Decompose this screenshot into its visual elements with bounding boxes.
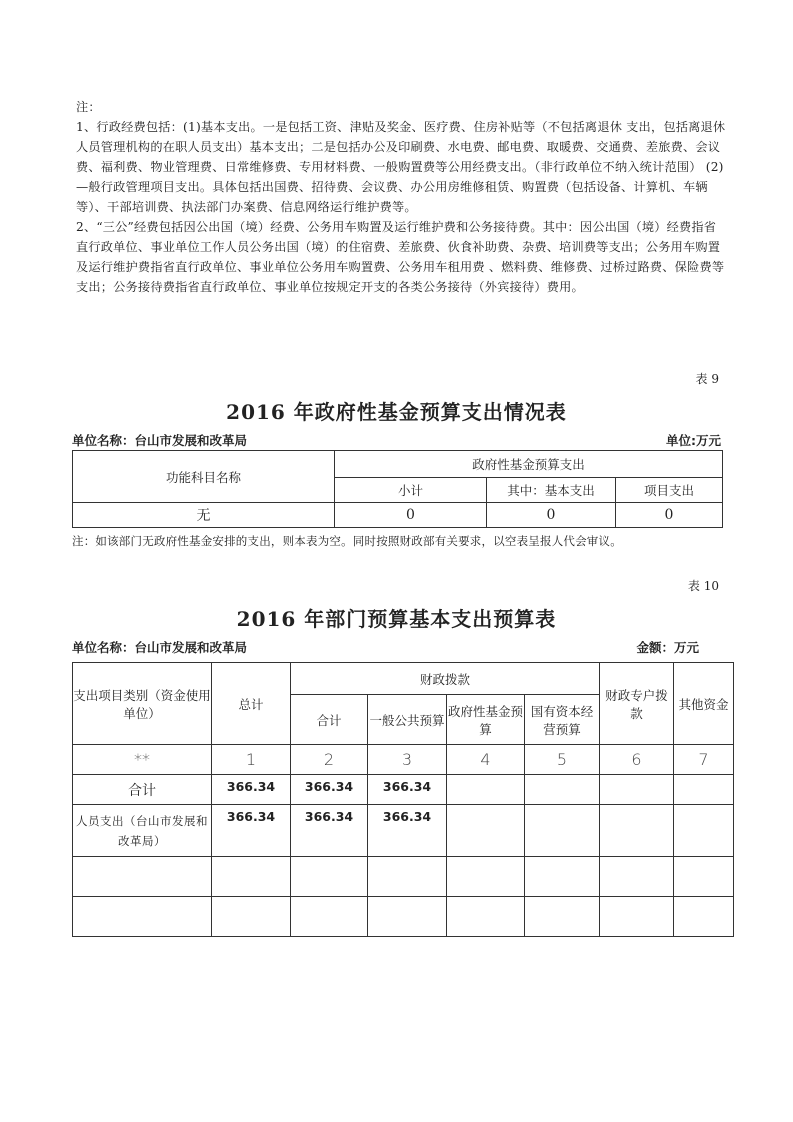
table10-index-cell: 5 [525, 745, 600, 775]
table10-personnel-row-value: 366.34 [368, 805, 447, 857]
table9-unit-name: 单位名称：台山市发展和改革局 [72, 433, 248, 448]
table10-personnel-row-value: 366.34 [212, 805, 291, 857]
table10-gov-fund-header: 政府性基金预算 [447, 695, 525, 745]
table10-total-header: 总计 [212, 663, 291, 745]
table10-empty-cell [600, 775, 674, 805]
table9-label: 表 9 [695, 372, 719, 386]
table10-index-cell: 3 [368, 745, 447, 775]
table9-note: 注：如该部门无政府性基金安排的支出，则本表为空。同时按照财政部有关要求，以空表呈报人代会审议。 [72, 534, 622, 548]
table10-total-row-value: 366.34 [368, 775, 447, 805]
table10-index-cell: 6 [600, 745, 674, 775]
table10 [72, 662, 734, 937]
table10-blank-row [73, 857, 734, 897]
table10-empty-cell [674, 805, 734, 857]
table9-col-group-header: 政府性基金预算支出 [335, 451, 723, 478]
table10-empty-cell [525, 805, 600, 857]
table10-empty-cell [447, 775, 525, 805]
table10-unit-label: 金额：万元 [636, 640, 699, 655]
table10-label: 表 10 [687, 579, 719, 593]
table10-total-row-value: 366.34 [291, 775, 368, 805]
table9-unit-label: 单位:万元 [666, 433, 721, 448]
table10-item-header: 支出项目类别（资金使用单位） [73, 663, 212, 745]
table10-special-header: 财政专户拨款 [600, 663, 674, 745]
table10-personnel-row-value: 366.34 [291, 805, 368, 857]
table9-sub-project-header: 项目支出 [616, 478, 723, 503]
table10-total-row-label: 合计 [73, 775, 212, 805]
table10-empty-cell [674, 775, 734, 805]
notes-section [76, 97, 726, 297]
table9-sub-basic-header: 其中：基本支出 [487, 478, 616, 503]
table9-sub-total-header: 小计 [335, 478, 487, 503]
table10-general-header: 一般公共预算 [368, 695, 447, 745]
table10-index-cell: 7 [674, 745, 734, 775]
notes-line-2: 2、“三公”经费包括因公出国（境）经费、公务用车购置及运行维护费和公务接待费。其中：因公出国（境）经费指省直行政单位、事业单位工作人员公务出国（境）的住宿费、差旅费、伙食补助费、杂费、培训费等支出；公务用车购置及运行维护费指省直行政单位、事业单位公务用车购置费、公务用车租用费 、燃料费、维修费、过桥过路费、保险费等支出；公务接待费指省直行政单位、事业单位按规定开支的各类公务接待（外宾接待）费用。 [76, 220, 725, 294]
table10-unit-name: 单位名称：台山市发展和改革局 [72, 640, 248, 655]
table9-row-total: 0 [335, 503, 487, 528]
table9 [72, 450, 723, 528]
table10-title: 2016 年部门预算基本支出预算表 [236, 607, 557, 631]
notes-line-1: 1、行政经费包括：(1)基本支出。一是包括工资、津贴及奖金、医疗费、住房补贴等（不包括离退休 支出，包括离退休人员管理机构的在职人员支出）基本支出；二是包括办公及印刷费、水电费、邮电费、取暖费、交通费、差旅费、会议费、福利费、物业管理费、日常维修费、专用材料费、一般购置费等公用经费支出。（非行政单位不纳入统计范围） (2) —般行政管理项目支出。具体包括出国费、招待费、会议费、办公用房维修租赁、购置费（包括设备、计算机、车辆等）、干部培训费、执法部门办案费、信息网络运行维护费等。 [76, 120, 726, 214]
table9-title: 2016 年政府性基金预算支出情况表 [226, 400, 567, 424]
table10-state-capital-header: 国有资本经营预算 [525, 695, 600, 745]
table10-personnel-row-label: 人员支出（台山市发展和改革局） [73, 805, 212, 857]
table10-other-header: 其他资金 [674, 663, 734, 745]
table9-row-basic: 0 [487, 503, 616, 528]
table10-index-cell: 2 [291, 745, 368, 775]
table10-blank-row [73, 897, 734, 937]
table10-index-cell: 1 [212, 745, 291, 775]
table9-col-name-header: 功能科目名称 [73, 451, 335, 503]
table10-empty-cell [447, 805, 525, 857]
table10-sub-total-header: 合计 [291, 695, 368, 745]
table10-empty-cell [600, 805, 674, 857]
table10-index-cell: 4 [447, 745, 525, 775]
table10-index-item: ** [73, 745, 212, 775]
table10-fiscal-header: 财政拨款 [291, 663, 600, 695]
table9-row-name: 无 [73, 503, 335, 528]
notes-heading: 注： [76, 100, 101, 114]
table9-row-project: 0 [616, 503, 723, 528]
table10-total-row-value: 366.34 [212, 775, 291, 805]
table10-empty-cell [525, 775, 600, 805]
